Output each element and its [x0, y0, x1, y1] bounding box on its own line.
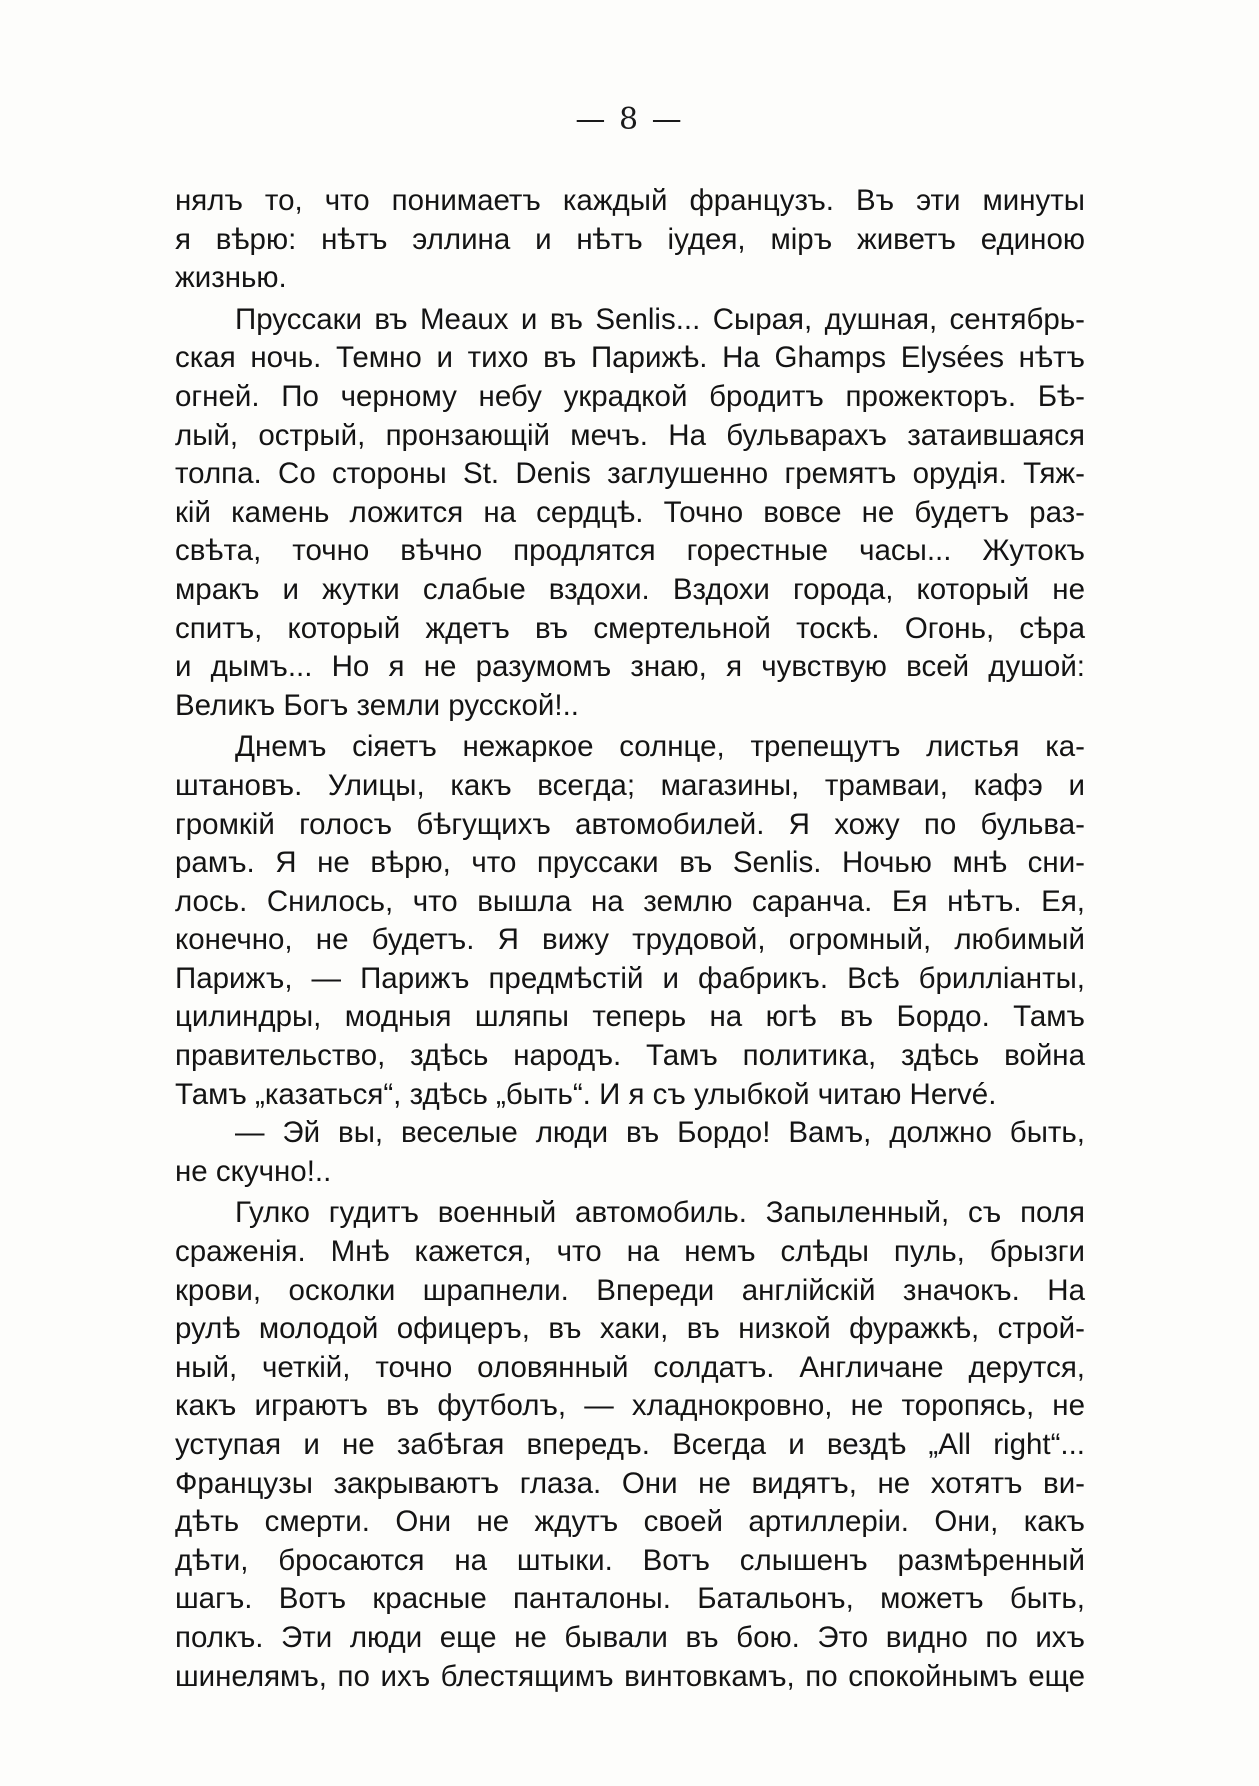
text-line: конечно, не будетъ. Я вижу трудовой, огромный, любимый — [175, 923, 1085, 957]
text-line: ный, четкій, точно оловянный солдатъ. Англичане дерутся, — [175, 1350, 1085, 1384]
text-line: нялъ то, что понимаетъ каждый французъ. Въ эти минуты — [175, 184, 1085, 217]
text-line: дѣть смерти. Они не ждутъ своей артиллеріи. Они, какъ — [175, 1505, 1085, 1539]
text-line: дѣти, бросаются на штыки. Вотъ слышенъ размѣренный — [175, 1543, 1085, 1577]
text-line: Пруссаки въ Meaux и въ Senlis... Сырая, душная, сентябрь- — [235, 302, 1085, 336]
text-line: Французы закрываютъ глаза. Они не видятъ, не хотятъ ви- — [175, 1466, 1085, 1500]
text-line: жизнью. — [175, 261, 287, 295]
page-number: — 8 — — [575, 102, 684, 137]
text-line: кій камень ложится на сердцѣ. Точно вовсе не будетъ раз- — [175, 495, 1085, 529]
text-line: полкъ. Эти люди еще не бывали въ бою. Это видно по ихъ — [175, 1620, 1085, 1654]
text-line: Гулко гудитъ военный автомобиль. Запыленный, съ поля — [235, 1196, 1085, 1230]
text-line: спитъ, который ждетъ въ смертельной тоскѣ. Огонь, сѣра — [175, 611, 1085, 645]
text-line: штановъ. Улицы, какъ всегда; магазины, трамваи, кафэ и — [175, 768, 1085, 802]
text-line: Тамъ „казаться“, здѣсь „быть“. И я съ улыбкой читаю Hervé. — [175, 1077, 997, 1111]
paragraph — [175, 182, 1085, 298]
text-line: Днемъ сіяетъ нежаркое солнце, трепещутъ листья ка- — [235, 730, 1085, 764]
paragraph — [175, 301, 1085, 726]
text-line: лый, острый, пронзающій мечъ. На бульварахъ затаившаяся — [175, 418, 1085, 452]
text-line: я вѣрю: нѣтъ эллина и нѣтъ іудея, міръ живетъ единою — [175, 222, 1085, 256]
text-line: цилиндры, модныя шляпы теперь на югѣ въ Бордо. Тамъ — [175, 1000, 1085, 1034]
text-line: ская ночь. Темно и тихо въ Парижѣ. На Ghamps Elysées нѣтъ — [175, 341, 1085, 375]
text-line: — Эй вы, веселые люди въ Бордо! Вамъ, должно быть, — [235, 1116, 1085, 1150]
text-line: мракъ и жутки слабые вздохи. Вздохи города, который не — [175, 572, 1085, 606]
text-line: огней. По черному небу украдкой бродитъ прожекторъ. Бѣ- — [175, 379, 1085, 413]
text-line: какъ играютъ въ футболъ, — хладнокровно, не торопясь, не — [175, 1389, 1085, 1423]
text-line: не скучно!.. — [175, 1154, 332, 1188]
text-line: Великъ Богъ земли русской!.. — [175, 688, 579, 722]
text-line: шагъ. Вотъ красные панталоны. Батальонъ, можетъ быть, — [175, 1582, 1085, 1616]
paragraph — [175, 1114, 1085, 1191]
text-line: сраженія. Мнѣ кажется, что на немъ слѣды пуль, брызги — [175, 1235, 1085, 1269]
text-line: громкій голосъ бѣгущихъ автомобилей. Я хожу по бульва- — [175, 807, 1085, 841]
paragraph — [175, 728, 1085, 1114]
text-line: толпа. Со стороны St. Denis заглушенно гремятъ орудія. Тяж- — [175, 457, 1085, 491]
text-line: Парижъ, — Парижъ предмѣстій и фабрикъ. Всѣ брилліанты, — [175, 961, 1085, 995]
text-line: лось. Снилось, что вышла на землю саранча. Ея нѣтъ. Ея, — [175, 884, 1085, 918]
text-line: уступая и не забѣгая впередъ. Всегда и вездѣ „All right“... — [175, 1428, 1085, 1461]
text-line: свѣта, точно вѣчно продлятся горестные часы... Жутокъ — [175, 534, 1085, 568]
text-line: шинелямъ, по ихъ блестящимъ винтовкамъ, по спокойнымъ еще — [175, 1659, 1085, 1693]
body-text — [175, 182, 1085, 1696]
text-line: и дымъ... Но я не разумомъ знаю, я чувствую всей душой: — [175, 650, 1085, 684]
text-line: крови, осколки шрапнели. Впереди англійскій значокъ. На — [175, 1273, 1085, 1307]
paragraph — [175, 1194, 1085, 1696]
text-line: правительство, здѣсь народъ. Тамъ политика, здѣсь война — [175, 1039, 1085, 1073]
text-line: рулѣ молодой офицеръ, въ хаки, въ низкой фуражкѣ, строй- — [175, 1312, 1085, 1346]
text-line: рамъ. Я не вѣрю, что пруссаки въ Senlis. Ночью мнѣ сни- — [175, 846, 1085, 880]
